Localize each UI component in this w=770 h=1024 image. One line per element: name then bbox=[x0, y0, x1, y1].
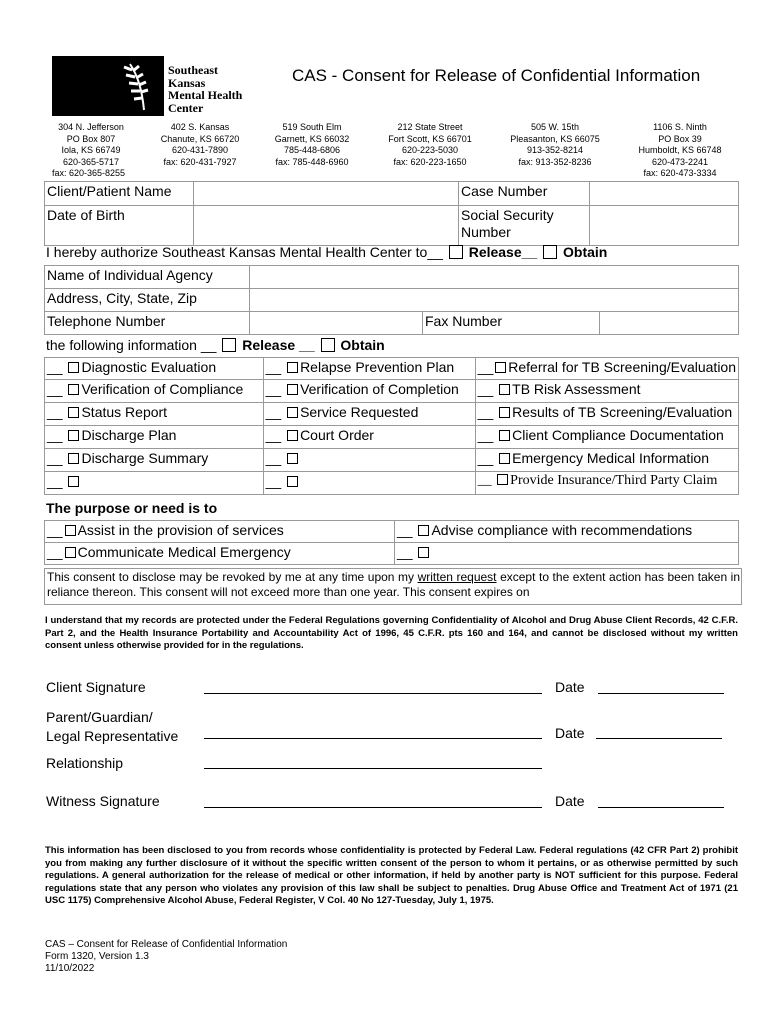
info-obtain-label: Obtain bbox=[340, 337, 385, 353]
purpose-heading: The purpose or need is to bbox=[46, 500, 218, 516]
ssn-field[interactable] bbox=[590, 206, 739, 246]
checklist-item[interactable]: __ Verification of Completion bbox=[263, 380, 475, 403]
client-signature-line[interactable] bbox=[204, 693, 542, 694]
understand-statement: I understand that my records are protected under the Federal Regulations governing Confidentiality of Alcohol and Drug Abuse Client Records, 42 C.F.R. Part 2, and the Health Insurance Portability and Accountability Act of 1996, 45 C.F.R. pts 160 and 164, and cannot be disclosed without my written consent unless otherwise provided for in the regulations. bbox=[45, 615, 738, 651]
release-checkbox[interactable] bbox=[449, 245, 463, 259]
agency-name-field[interactable] bbox=[250, 266, 739, 289]
relationship-label: Relationship bbox=[46, 755, 124, 771]
obtain-label: Obtain bbox=[563, 244, 608, 260]
guardian-signature-label: Parent/Guardian/ Legal Representative bbox=[46, 709, 179, 744]
org-name: Southeast Kansas Mental Health Center bbox=[168, 63, 243, 115]
client-date-line[interactable] bbox=[598, 693, 724, 694]
checklist-item[interactable]: __ Referral for TB Screening/Evaluation bbox=[475, 358, 738, 380]
fax-label: Fax Number bbox=[423, 312, 600, 335]
checklist-item[interactable]: __ Client Compliance Documentation bbox=[475, 426, 738, 449]
address-field[interactable] bbox=[250, 289, 739, 312]
info-obtain-checkbox[interactable] bbox=[321, 338, 335, 352]
case-number-label: Case Number bbox=[459, 182, 590, 206]
checklist-item[interactable]: __ Discharge Summary bbox=[45, 449, 264, 472]
information-line bbox=[46, 337, 385, 353]
form-footer: CAS – Consent for Release of Confidential Information Form 1320, Version 1.3 11/10/2022 bbox=[45, 939, 288, 974]
checklist-item[interactable]: __ Court Order bbox=[263, 426, 475, 449]
guardian-date-line[interactable] bbox=[596, 738, 722, 739]
relationship-line[interactable] bbox=[204, 768, 542, 769]
witness-date-line[interactable] bbox=[598, 807, 724, 808]
info-release-label: Release __ bbox=[242, 337, 315, 353]
page-title: CAS - Consent for Release of Confidential Information bbox=[292, 66, 701, 85]
checklist-item[interactable]: __ Verification of Compliance bbox=[45, 380, 264, 403]
checklist-item[interactable]: __ bbox=[263, 449, 475, 472]
guardian-date-label: Date bbox=[555, 725, 585, 741]
client-info-table bbox=[44, 181, 739, 246]
information-text: the following information __ bbox=[46, 337, 217, 353]
purpose-item[interactable]: __ Assist in the provision of services bbox=[45, 521, 395, 543]
office-chanute: 402 S. Kansas Chanute, KS 66720 620-431-7890 fax: 620-431-7927 bbox=[160, 122, 240, 167]
checklist-item[interactable]: __ bbox=[263, 472, 475, 495]
phone-label: Telephone Number bbox=[45, 312, 250, 335]
address-label: Address, City, State, Zip bbox=[45, 289, 250, 312]
client-name-label: Client/Patient Name bbox=[45, 182, 194, 206]
authorize-line bbox=[46, 244, 607, 260]
authorize-text: I hereby authorize Southeast Kansas Mental Health Center to__ bbox=[46, 244, 443, 260]
logo-image bbox=[52, 56, 164, 116]
checklist-item[interactable]: __ Emergency Medical Information bbox=[475, 449, 738, 472]
checklist-item[interactable]: __ Diagnostic Evaluation bbox=[45, 358, 264, 380]
dob-label: Date of Birth bbox=[45, 206, 194, 246]
guardian-signature-line[interactable] bbox=[204, 738, 542, 739]
purpose-item[interactable]: __ Advise compliance with recommendations bbox=[395, 521, 739, 543]
written-request-link: written request bbox=[417, 570, 497, 584]
obtain-checkbox[interactable] bbox=[543, 245, 557, 259]
federal-notice: This information has been disclosed to you from records whose confidentiality is protected by Federal Law. Federal regulations (42 CFR Part 2) prohibit you from making any further disclosure of it without the specific written consent of the person to whom it pertains, or as otherwise permitted by such regulations. A general authorization for the release of medical or other information, if held by another party is NOT sufficient for this purpose. Federal regulations state that any person who violates any provision of this law shall be subject to penalties. Drug Abuse Office and Treatment Act of 1971 (21 USC 1175) Comprehensive Alcohol Abuse, Federal Register, V Col. 40 No 127-Tuesday, July 1, 1975. bbox=[45, 845, 738, 906]
consent-statement: This consent to disclose may be revoked by me at any time upon my written request except to the extent action has been taken in reliance thereon. This consent will not exceed more than one year. This consent expires on bbox=[44, 568, 742, 605]
purpose-item[interactable]: __ Communicate Medical Emergency bbox=[45, 543, 395, 565]
purpose-item[interactable]: __ bbox=[395, 543, 739, 565]
client-date-label: Date bbox=[555, 679, 585, 695]
checklist-item[interactable]: __ Provide Insurance/Third Party Claim bbox=[475, 472, 738, 495]
information-checklist bbox=[44, 357, 739, 495]
fax-field[interactable] bbox=[600, 312, 739, 335]
witness-signature-label: Witness Signature bbox=[46, 793, 160, 809]
checklist-item[interactable]: __ Status Report bbox=[45, 403, 264, 426]
checklist-item[interactable]: __ Results of TB Screening/Evaluation bbox=[475, 403, 738, 426]
wheat-icon bbox=[52, 56, 164, 116]
office-iola: 304 N. Jefferson PO Box 807 Iola, KS 66749 620-365-5717 fax: 620-365-8255 bbox=[52, 122, 126, 178]
office-garnett: 519 South Elm Garnett, KS 66032 785-448-6806 fax: 785-448-6960 bbox=[274, 122, 350, 167]
checklist-item[interactable]: __ Discharge Plan bbox=[45, 426, 264, 449]
phone-field[interactable] bbox=[250, 312, 423, 335]
office-fort-scott: 212 State Street Fort Scott, KS 66701 620-223-5030 fax: 620-223-1650 bbox=[388, 122, 472, 167]
purpose-table bbox=[44, 520, 739, 565]
checklist-item[interactable]: __ Relapse Prevention Plan bbox=[263, 358, 475, 380]
checklist-item[interactable]: __ Service Requested bbox=[263, 403, 475, 426]
case-number-field[interactable] bbox=[590, 182, 739, 206]
dob-field[interactable] bbox=[194, 206, 459, 246]
office-humboldt: 1106 S. Ninth PO Box 39 Humboldt, KS 66748 620-473-2241 fax: 620-473-3334 bbox=[638, 122, 722, 178]
client-name-field[interactable] bbox=[194, 182, 459, 206]
agency-table bbox=[44, 265, 739, 335]
release-label: Release__ bbox=[468, 244, 538, 260]
info-release-checkbox[interactable] bbox=[222, 338, 236, 352]
agency-name-label: Name of Individual Agency bbox=[45, 266, 250, 289]
checklist-item[interactable]: __ bbox=[45, 472, 264, 495]
checklist-item[interactable]: __ TB Risk Assessment bbox=[475, 380, 738, 403]
office-pleasanton: 505 W. 15th Pleasanton, KS 66075 913-352-8214 fax: 913-352-8236 bbox=[510, 122, 600, 167]
witness-date-label: Date bbox=[555, 793, 585, 809]
ssn-label: Social Security Number bbox=[459, 206, 590, 246]
witness-signature-line[interactable] bbox=[204, 807, 542, 808]
client-signature-label: Client Signature bbox=[46, 679, 146, 695]
